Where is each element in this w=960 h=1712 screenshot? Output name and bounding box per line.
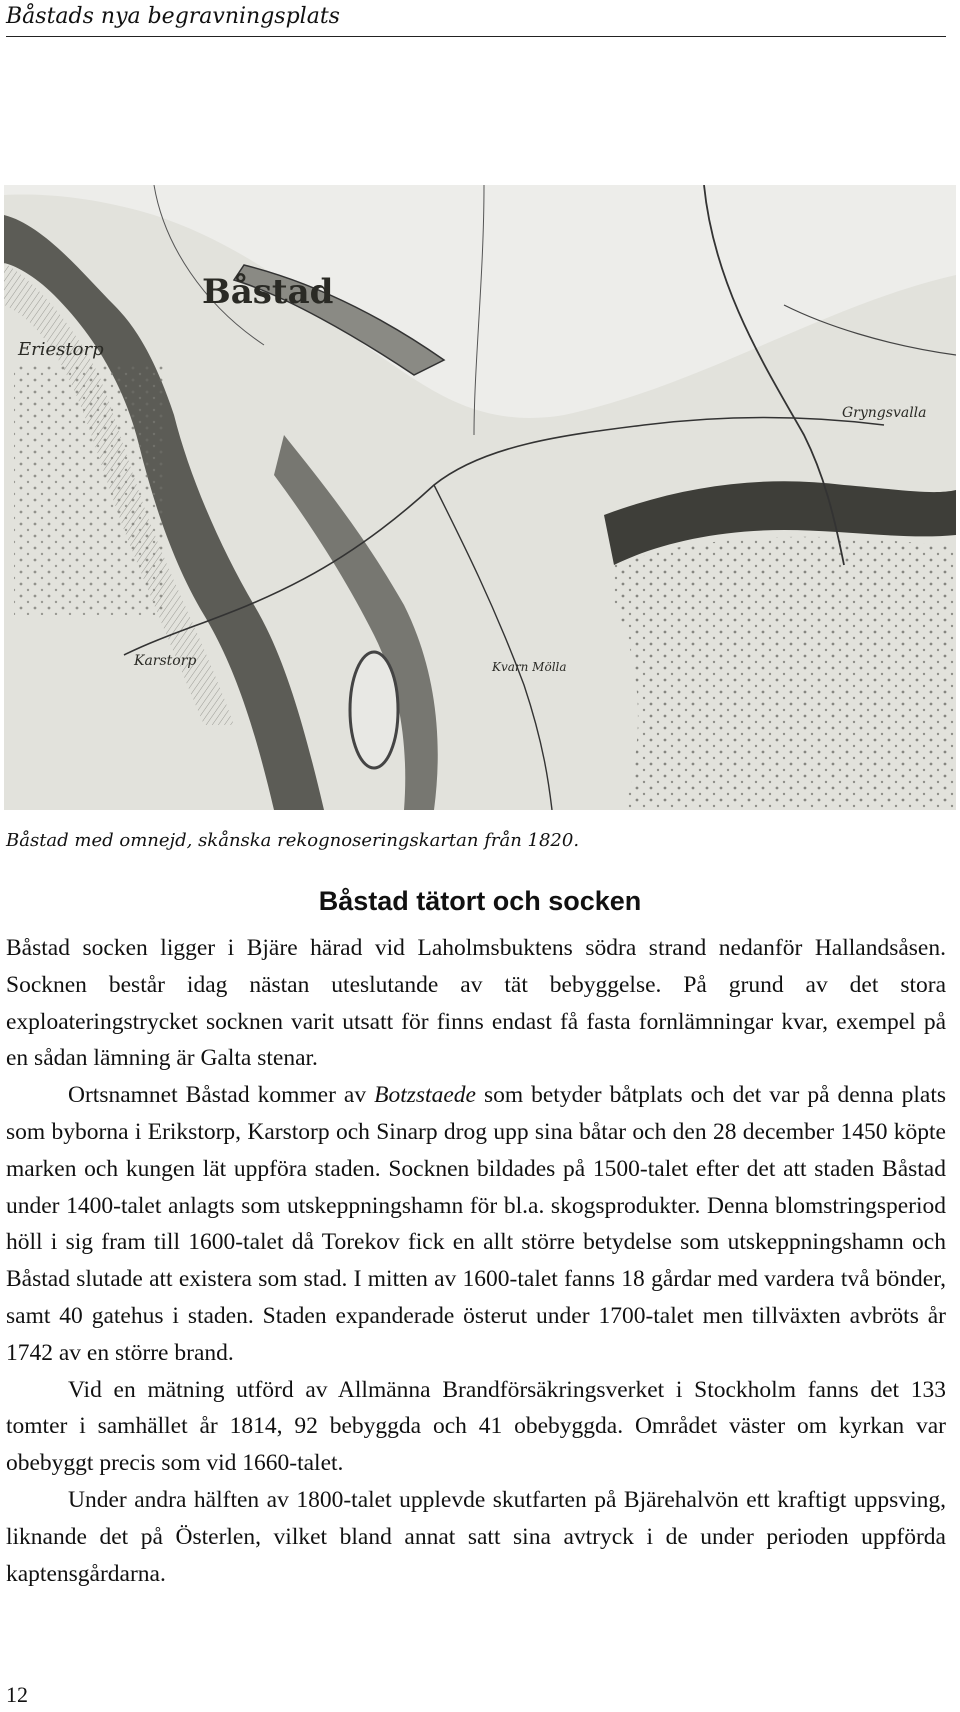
page-number: 12 <box>6 1682 28 1707</box>
paragraph-2-text-a: Ortsnamnet Båstad kommer av <box>68 1082 375 1109</box>
map-label-town: Båstad <box>202 272 334 312</box>
paragraph-2-text-b: som betyder båtplats och det var på denna plats som byborna i Erikstorp, Karstorp och Sinarp drog upp sina båtar och den 28 december 1450 köpte marken och kungen lät uppföra staden. Socknen bildades på 1500-talet efter det att staden Båstad under 1400-talet anlagts som utskeppningshamn för bl.a. skogsprodukter. Denna blomstringsperiod höll i sig fram till 1600-talet då Torekov fick en allt större betydelse som utskeppningshamn och Båstad slutade att existera som stad. I mitten av 1600-talet fanns 18 gårdar med vardera två bönder, samt 40 gatehus i staden. Staden expanderade österut under 1700-talet men tillväxten avbröts år 1742 av en större brand. <box>6 1082 946 1366</box>
paragraph-3-text: Vid en mätning utförd av Allmänna Brandförsäkringsverket i Stockholm fanns det 133 tomter i samhället år 1814, 92 bebyggda och 41 obebyggda. Området väster om kyrkan var obebyggt precis som vid 1660-talet. <box>6 1376 946 1477</box>
paragraph-1-text: Båstad socken ligger i Bjäre härad vid Laholmsbuktens södra strand nedanför Hallandsåsen. Socknen består idag nästan uteslutande av tät bebyggelse. På grund av det stora exploateringstrycket socknen varit utsatt för finns endast få fasta fornlämningar kvar, exempel på en sådan lämning är Galta stenar. <box>6 935 946 1072</box>
map-label-village-west: Eriestorp <box>18 339 104 360</box>
body-text <box>6 930 946 1592</box>
running-header: Båstads nya begravningsplats <box>6 2 946 37</box>
paragraph-4-text: Under andra hälften av 1800-talet upplevde skutfarten på Bjärehalvön ett kraftigt uppsving, liknande det på Österlen, vilket bland annat satt sina avtryck i de under perioden uppförda kaptensgårdarna. <box>6 1486 946 1587</box>
historical-map-image <box>4 185 956 810</box>
etymology-term: Botzstaede <box>374 1082 476 1109</box>
figure-caption: Båstad med omnejd, skånska rekognoseringskartan från 1820. <box>6 830 580 851</box>
map-label-village-east: Gryngsvalla <box>842 405 927 421</box>
paragraph-1 <box>6 930 946 1077</box>
map-label-village-southwest: Karstorp <box>134 653 197 669</box>
section-title: Båstad tätort och socken <box>318 886 642 916</box>
paragraph-2 <box>6 1077 946 1371</box>
map-label-mill: Kvarn Mölla <box>492 660 567 674</box>
paragraph-4 <box>6 1482 946 1592</box>
paragraph-3 <box>6 1372 946 1482</box>
